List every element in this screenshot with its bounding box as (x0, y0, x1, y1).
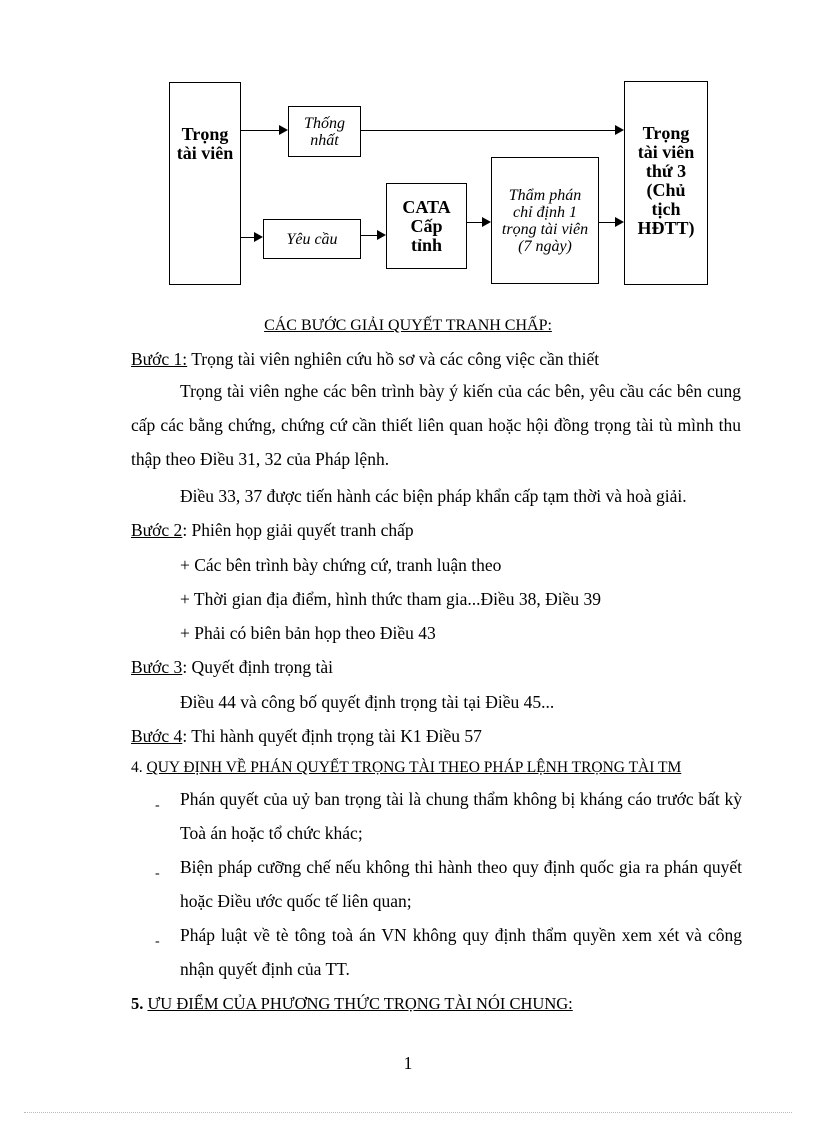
arrow-head (615, 217, 624, 227)
footer-divider (24, 1112, 792, 1113)
step1-line: Bước 1: Trọng tài viên nghiên cứu hồ sơ và các công việc cần thiết (131, 349, 600, 369)
step2-item: + Các bên trình bày chứng cứ, tranh luận theo (180, 555, 502, 575)
section5-heading: 5. ƯU ĐIỂM CỦA PHƯƠNG THỨC TRỌNG TÀI NÓI CHUNG: (131, 994, 573, 1013)
section4-bullet: Pháp luật về tè tông toà án VN không quy định thẩm quyền xem xét và công nhận quyết định của TT. (180, 925, 742, 979)
arrow-head (254, 232, 263, 242)
step2-line: Bước 2: Phiên họp giải quyết tranh chấp (131, 520, 414, 540)
section4-bullet: Phán quyết của uỷ ban trọng tài là chung thẩm không bị kháng cáo trước bất kỳ Toà án hoặc tổ chức khác; (180, 789, 742, 843)
arrow-line (467, 222, 482, 223)
page-number: 1 (403, 1053, 413, 1073)
section-heading: CÁC BƯỚC GIẢI QUYẾT TRANH CHẤP: (264, 317, 552, 334)
arrow-line (361, 130, 615, 131)
step2-item: + Thời gian địa điểm, hình thức tham gia...Điều 38, Điều 39 (180, 589, 601, 609)
step4-line: Bước 4: Thi hành quyết định trọng tài K1 Điều 57 (131, 726, 482, 746)
arrow-line (241, 130, 279, 131)
step1-paragraph: Trọng tài viên nghe các bên trình bày ý kiến của các bên, yêu cầu các bên cung cấp các bằng chứng, chứng cứ cần thiết liên quan hoặc hội đồng trọng tài tù mình thu thập theo Điều 31, 32 của Pháp lệnh. (131, 381, 741, 469)
box-trong-tai-vien-3: Trọng tài viên thứ 3 (Chủ tịch HĐTT) (624, 81, 708, 285)
box-tham-phan: Thẩm phán chỉ định 1 trọng tài viên (7 ngày) (491, 157, 599, 284)
section4-bullet: Biện pháp cưỡng chế nếu không thi hành theo quy định quốc gia ra phán quyết hoặc Điều ước quốc tế liên quan; (180, 857, 742, 911)
arrow-line (599, 222, 615, 223)
section4-heading: 4. QUY ĐỊNH VỀ PHÁN QUYẾT TRỌNG TÀI THEO PHÁP LỆNH TRỌNG TÀI TM (131, 759, 682, 776)
step2-item: + Phải có biên bản họp theo Điều 43 (180, 623, 436, 643)
bullet-mark: - (155, 934, 160, 949)
bullet-mark: - (155, 866, 160, 881)
bullet-mark: - (155, 798, 160, 813)
step3-paragraph: Điều 44 và công bố quyết định trọng tài tại Điều 45... (180, 692, 555, 712)
step1-paragraph2: Điều 33, 37 được tiến hành các biện pháp khẩn cấp tạm thời và hoà giải. (180, 486, 687, 506)
box-trong-tai-vien: Trọng tài viên (169, 82, 241, 285)
arrow-head (279, 125, 288, 135)
arrow-head (377, 230, 386, 240)
arrow-head (482, 217, 491, 227)
arrow-line (361, 235, 377, 236)
arrow-line (241, 237, 254, 238)
box-thong-nhat: Thống nhất (288, 106, 361, 157)
box-yeu-cau: Yêu cầu (263, 219, 361, 259)
arrow-head (615, 125, 624, 135)
step3-line: Bước 3: Quyết định trọng tài (131, 657, 333, 677)
box-cata: CATA Cấp tỉnh (386, 183, 467, 269)
